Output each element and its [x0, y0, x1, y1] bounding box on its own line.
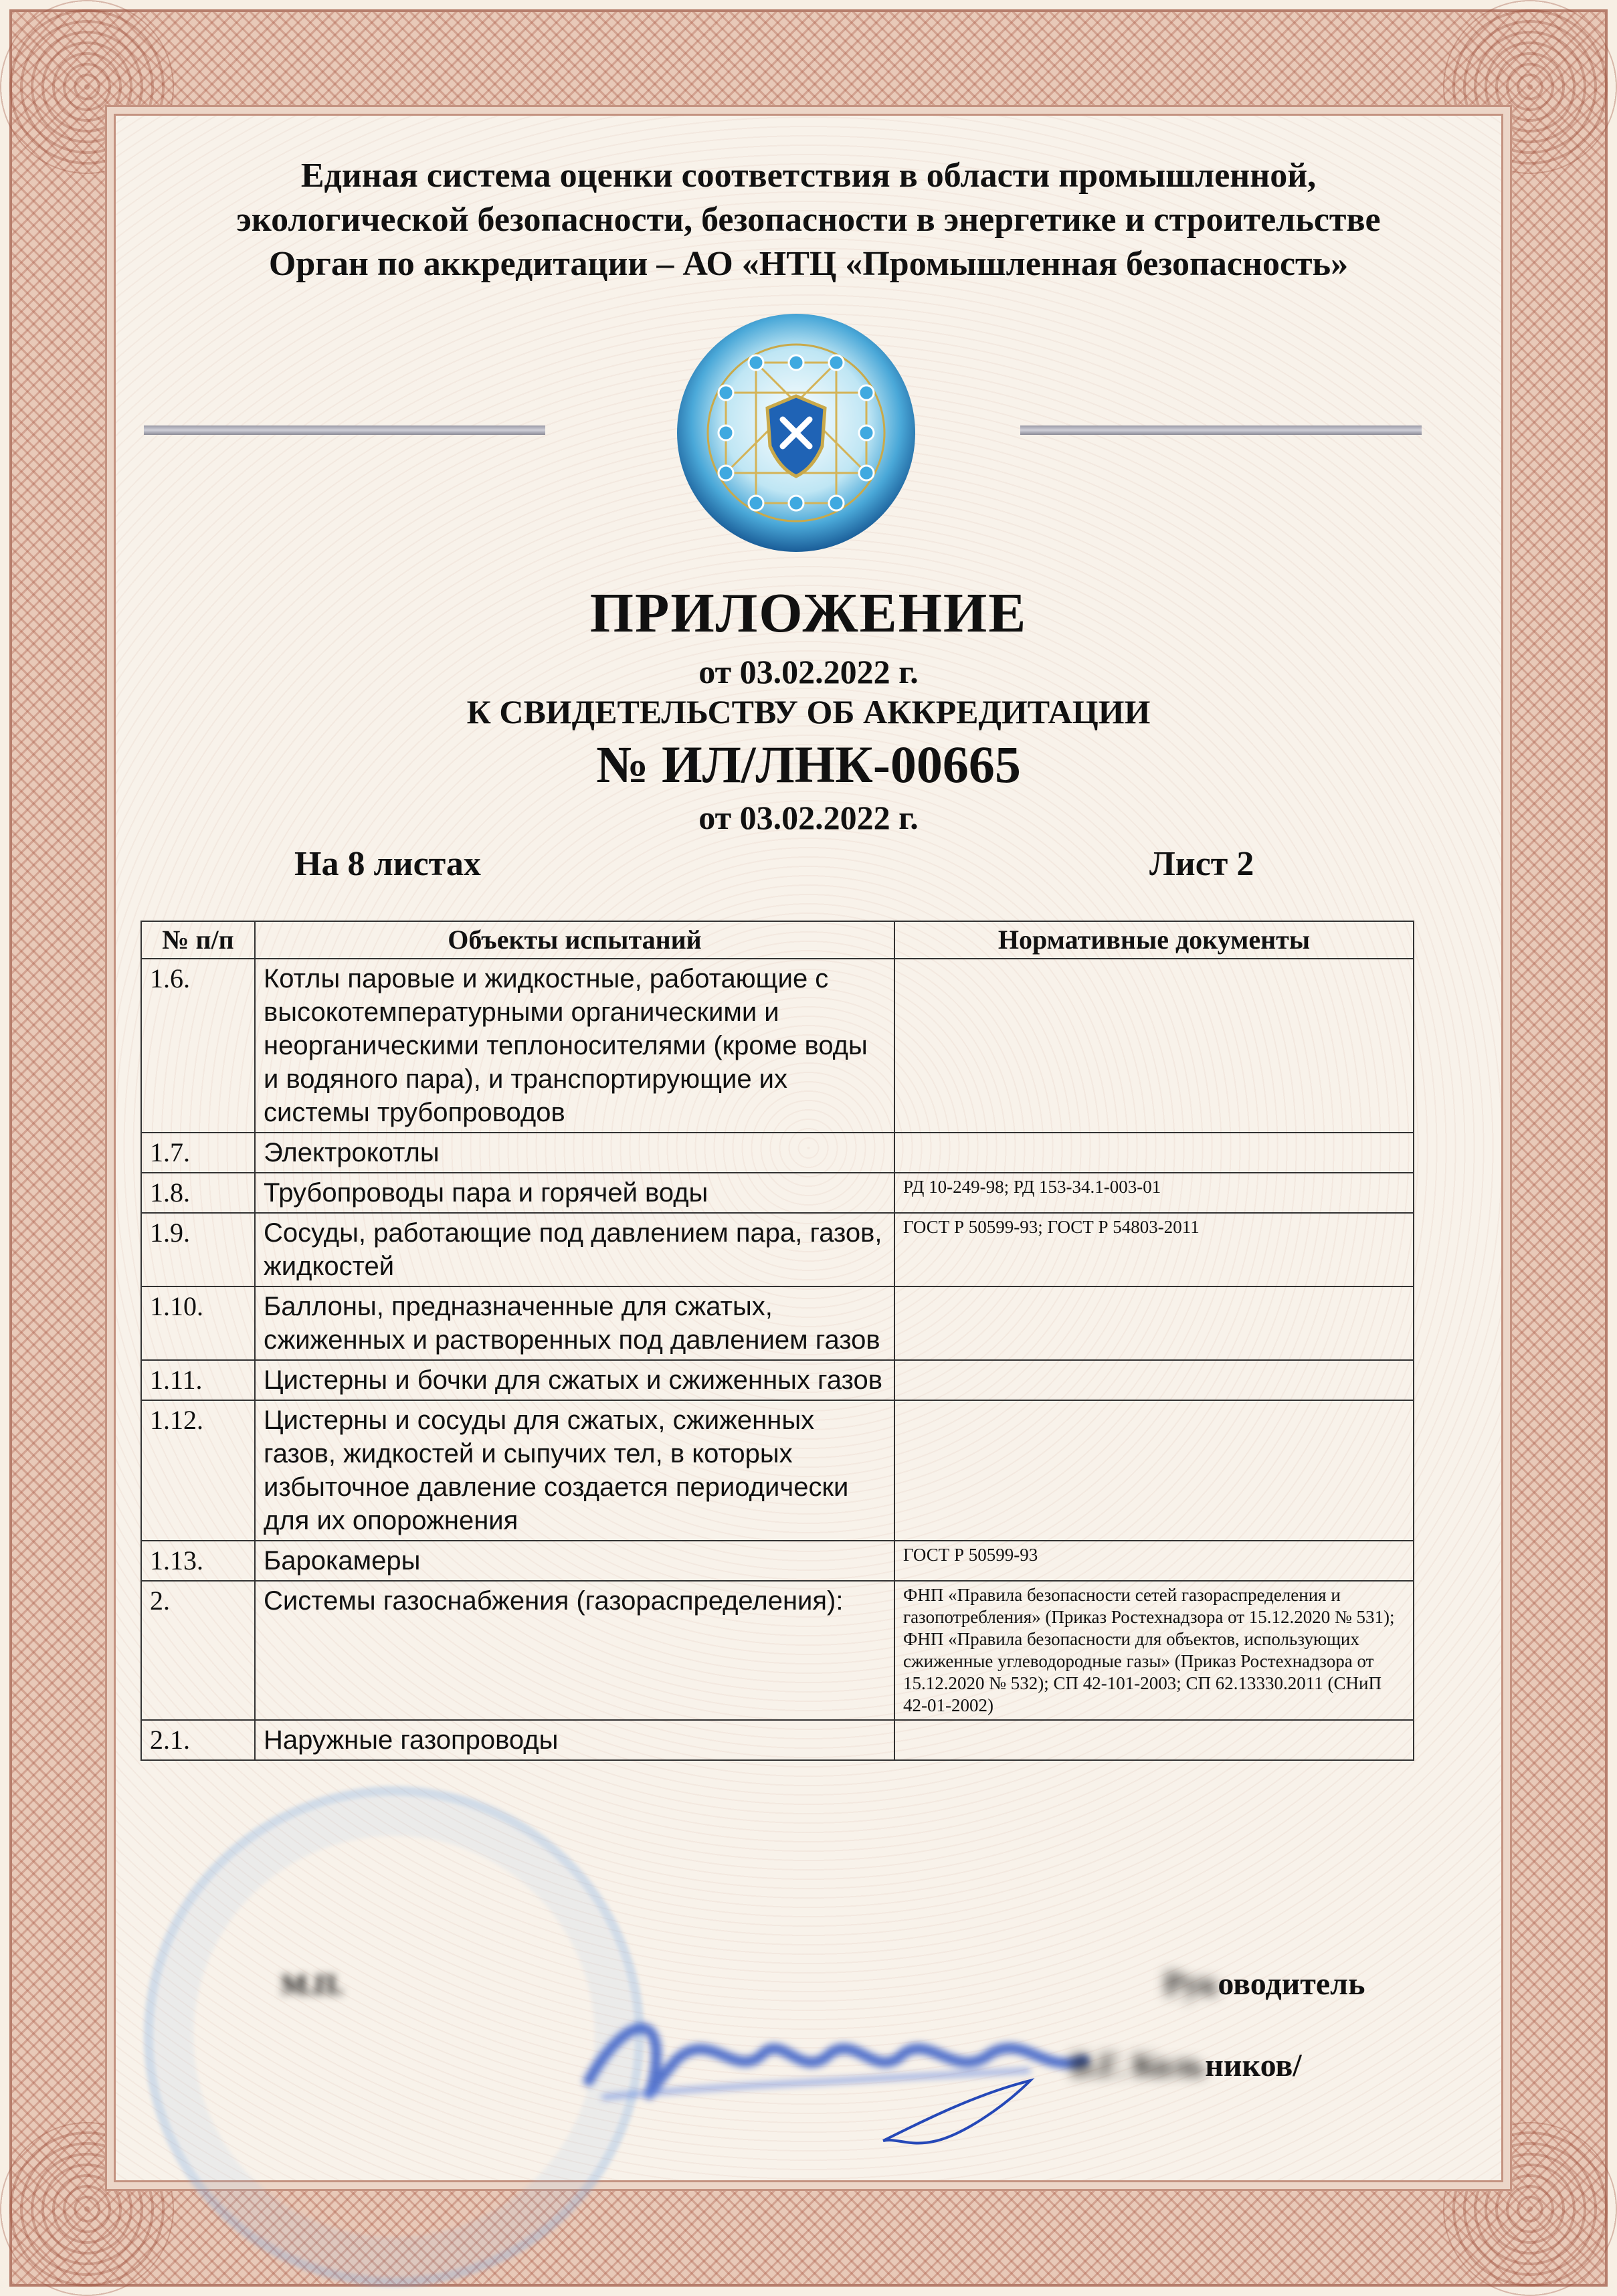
title-date: от 03.02.2022 г.	[698, 653, 919, 690]
normative-docs	[894, 1360, 1414, 1400]
test-object: Системы газоснабжения (газораспределения):	[255, 1581, 894, 1720]
row-number: 1.8.	[141, 1173, 255, 1213]
normative-docs	[894, 1286, 1414, 1360]
test-object: Сосуды, работающие под давлением пара, газов, жидкостей	[255, 1213, 894, 1286]
table-row	[141, 1213, 1414, 1286]
row-number: 1.7.	[141, 1133, 255, 1173]
certificate-date: от 03.02.2022 г.	[698, 799, 919, 836]
normative-docs: ГОСТ Р 50599-93	[894, 1541, 1414, 1581]
table-row	[141, 1173, 1414, 1213]
table-row	[141, 1581, 1414, 1720]
normative-docs: ГОСТ Р 50599-93; ГОСТ Р 54803-2011	[894, 1213, 1414, 1286]
logo-divider-right	[1020, 425, 1422, 435]
normative-docs: ФНП «Правила безопасности сетей газораспределения и газопотребления» (Приказ Ростехнадзора от 15.12.2020 № 531); ФНП «Правила безопасности для объектов, использующих сжиженные углеводородные газы» (Приказ Ростехнадзора от 15.12.2020 № 532); СП 42-101-2003; СП 62.13330.2011 (СНиП 42-01-2002)	[894, 1581, 1414, 1720]
name-text: ников/	[1205, 2048, 1302, 2083]
test-object: Барокамеры	[255, 1541, 894, 1581]
row-number: 1.11.	[141, 1360, 255, 1400]
document-title: ПРИЛОЖЕНИЕ	[589, 582, 1028, 644]
normative-docs: РД 10-249-98; РД 153-34.1-003-01	[894, 1173, 1414, 1213]
table-row	[141, 1286, 1414, 1360]
row-number: 2.1.	[141, 1720, 255, 1760]
signatory-name	[1070, 2047, 1302, 2084]
test-object: Трубопроводы пара и горячей воды	[255, 1173, 894, 1213]
title-subheading: К СВИДЕТЕЛЬСТВУ ОБ АККРЕДИТАЦИИ	[466, 693, 1151, 731]
row-number: 1.13.	[141, 1541, 255, 1581]
table-row	[141, 1133, 1414, 1173]
row-number: 2.	[141, 1581, 255, 1720]
redacted-text: В.Г. Коль	[1070, 2048, 1206, 2083]
test-object: Наружные газопроводы	[255, 1720, 894, 1760]
table-row	[141, 1541, 1414, 1581]
sheet-count: На 8 листах	[294, 845, 481, 883]
test-object: Котлы паровые и жидкостные, работающие с высокотемпературными органическими и неорганическими теплоносителями (кроме воды и водяного пара), и транспортирующие их системы трубопроводов	[255, 959, 894, 1133]
header-line: Единая система оценки соответствия в области промышленной,	[300, 157, 1317, 195]
column-header: Объекты испытаний	[255, 921, 894, 959]
header-line: Орган по аккредитации – АО «НТЦ «Промышленная безопасность»	[268, 245, 1349, 283]
row-number: 1.9.	[141, 1213, 255, 1286]
sheet-number: Лист 2	[1149, 845, 1254, 883]
table-row	[141, 1400, 1414, 1541]
test-object: Цистерны и бочки для сжатых и сжиженных газов	[255, 1360, 894, 1400]
normative-docs	[894, 1400, 1414, 1541]
normative-docs	[894, 1720, 1414, 1760]
column-header: Нормативные документы	[894, 921, 1414, 959]
test-object: Электрокотлы	[255, 1133, 894, 1173]
table-row	[141, 959, 1414, 1133]
table-row	[141, 1360, 1414, 1400]
certificate-number: № ИЛ/ЛНК-00665	[596, 735, 1021, 793]
test-objects-table	[140, 921, 1414, 1761]
signatory-role	[1164, 1966, 1365, 2002]
table-row	[141, 1720, 1414, 1760]
row-number: 1.12.	[141, 1400, 255, 1541]
row-number: 1.10.	[141, 1286, 255, 1360]
redacted-text: Рук	[1164, 1966, 1218, 2002]
normative-docs	[894, 959, 1414, 1133]
issuer-header	[134, 154, 1483, 286]
seal-mark: М.П.	[281, 1970, 344, 2001]
header-line: экологической безопасности, безопасности в энергетике и строительстве	[236, 201, 1381, 239]
role-text: оводитель	[1218, 1966, 1365, 2002]
test-object: Баллоны, предназначенные для сжатых, сжиженных и растворенных под давлением газов	[255, 1286, 894, 1360]
normative-docs	[894, 1133, 1414, 1173]
test-object: Цистерны и сосуды для сжатых, сжиженных газов, жидкостей и сыпучих тел, в которых избыточное давление создается периодически для их опорожнения	[255, 1400, 894, 1541]
signature-image	[562, 1980, 1151, 2154]
table-header-row	[141, 921, 1414, 959]
column-header: № п/п	[141, 921, 255, 959]
row-number: 1.6.	[141, 959, 255, 1133]
logo-divider-left	[144, 425, 545, 435]
accreditation-logo-icon	[672, 309, 920, 557]
